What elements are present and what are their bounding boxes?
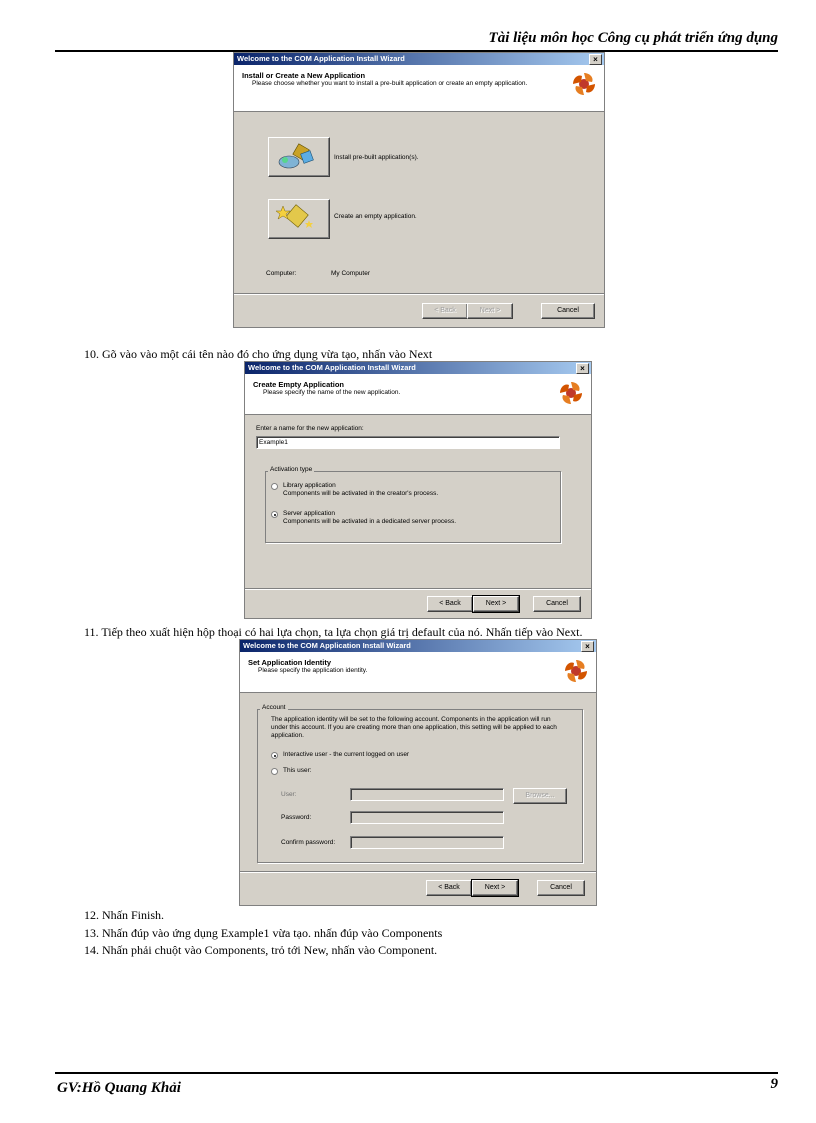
confirm-password-input[interactable]	[350, 836, 504, 849]
cancel-button[interactable]: Cancel	[541, 303, 595, 319]
account-group-label: Account	[262, 704, 286, 711]
step-11-text: 11. Tiếp theo xuất hiện hộp thoại có hai lựa chọn, ta lựa chọn giá trị default của nó. Nhấn tiếp vào Next.	[84, 625, 583, 639]
interactive-user-label: Interactive user - the current logged on user	[283, 751, 410, 758]
close-icon[interactable]: ×	[581, 641, 594, 652]
footer-rule	[55, 1072, 778, 1074]
next-button[interactable]: Next >	[473, 596, 519, 612]
activation-type-label: Activation type	[270, 466, 313, 473]
library-application-label: Library application	[283, 482, 336, 489]
page-number: 9	[770, 1076, 778, 1092]
confirm-password-label: Confirm password:	[281, 839, 336, 846]
com-wizard-logo-icon	[570, 70, 598, 98]
cancel-button[interactable]: Cancel	[537, 880, 585, 896]
dialog-subheading: Please specify the name of the new application.	[263, 389, 401, 396]
library-application-desc: Components will be activated in the creator's process.	[283, 490, 439, 497]
document-header-title: Tài liệu môn học Công cụ phát triển ứng dụng	[488, 30, 778, 46]
wizard-dialog-create-empty	[244, 361, 592, 619]
name-prompt-label: Enter a name for the new application:	[256, 425, 364, 432]
interactive-user-radio[interactable]	[271, 752, 278, 759]
cancel-button[interactable]: Cancel	[533, 596, 581, 612]
dialog-titlebar: Welcome to the COM Application Install Wizard	[240, 640, 596, 652]
dialog-titlebar: Welcome to the COM Application Install Wizard	[245, 362, 591, 374]
back-button[interactable]: < Back	[426, 880, 472, 896]
password-input[interactable]	[350, 811, 504, 824]
install-package-icon	[269, 138, 327, 174]
dialog-header-panel	[234, 65, 604, 112]
user-label: User:	[281, 791, 297, 798]
next-button[interactable]: Next >	[472, 880, 518, 896]
browse-button[interactable]: Browse...	[513, 788, 567, 804]
dialog-subheading: Please specify the application identity.	[258, 667, 368, 674]
account-description: The application identity will be set to the following account. Components in the application will run under this account. If you are creating more than one application, this setting will be applied to each application.	[271, 716, 557, 739]
create-empty-label: Create an empty application.	[334, 213, 417, 220]
wizard-dialog-set-identity	[239, 639, 597, 906]
footer-separator	[245, 588, 591, 590]
wizard-dialog-install-or-create	[233, 52, 605, 328]
dialog-subheading: Please choose whether you want to install a pre-built application or create an empty application.	[252, 80, 528, 87]
step-12-text: 12. Nhấn Finish.	[84, 908, 165, 922]
this-user-radio[interactable]	[271, 768, 278, 775]
computer-value: My Computer	[331, 270, 371, 277]
dialog-heading: Set Application Identity	[248, 658, 332, 667]
com-wizard-logo-icon	[562, 657, 590, 685]
step-14-text: 14. Nhấn phải chuột vào Components, trỏ tới New, nhấn vào Component.	[84, 943, 438, 957]
create-empty-icon	[269, 200, 327, 236]
dialog-header-panel	[240, 652, 596, 693]
install-prebuilt-button[interactable]	[268, 137, 330, 177]
com-wizard-logo-icon	[557, 379, 585, 407]
password-label: Password:	[281, 814, 312, 821]
next-button[interactable]: Next >	[467, 303, 513, 319]
dialog-header-panel	[245, 374, 591, 415]
dialog-heading: Create Empty Application	[253, 380, 344, 389]
dialog-heading: Install or Create a New Application	[242, 71, 366, 80]
dialog-titlebar: Welcome to the COM Application Install Wizard	[234, 53, 604, 65]
library-application-radio[interactable]	[271, 483, 278, 490]
footer-author: GV:Hồ Quang Khải	[57, 1080, 181, 1096]
server-application-desc: Components will be activated in a dedicated server process.	[283, 518, 457, 525]
server-application-radio[interactable]	[271, 511, 278, 518]
this-user-label: This user:	[283, 767, 312, 774]
install-prebuilt-label: Install pre-built application(s).	[334, 154, 419, 161]
create-empty-button[interactable]	[268, 199, 330, 239]
close-icon[interactable]: ×	[589, 54, 602, 65]
footer-separator	[234, 293, 604, 295]
step-10-text: 10. Gõ vào vào một cái tên nào đó cho ứng dụng vừa tạo, nhấn vào Next	[84, 347, 433, 361]
application-name-input[interactable]: Example1	[256, 436, 560, 449]
footer-separator	[240, 871, 596, 873]
server-application-label: Server application	[283, 510, 336, 517]
back-button[interactable]: < Back	[422, 303, 468, 319]
computer-label: Computer:	[266, 270, 297, 277]
close-icon[interactable]: ×	[576, 363, 589, 374]
back-button[interactable]: < Back	[427, 596, 473, 612]
step-13-text: 13. Nhấn đúp vào ứng dụng Example1 vừa tạo. nhấn đúp vào Components	[84, 926, 443, 940]
user-input[interactable]	[350, 788, 504, 801]
